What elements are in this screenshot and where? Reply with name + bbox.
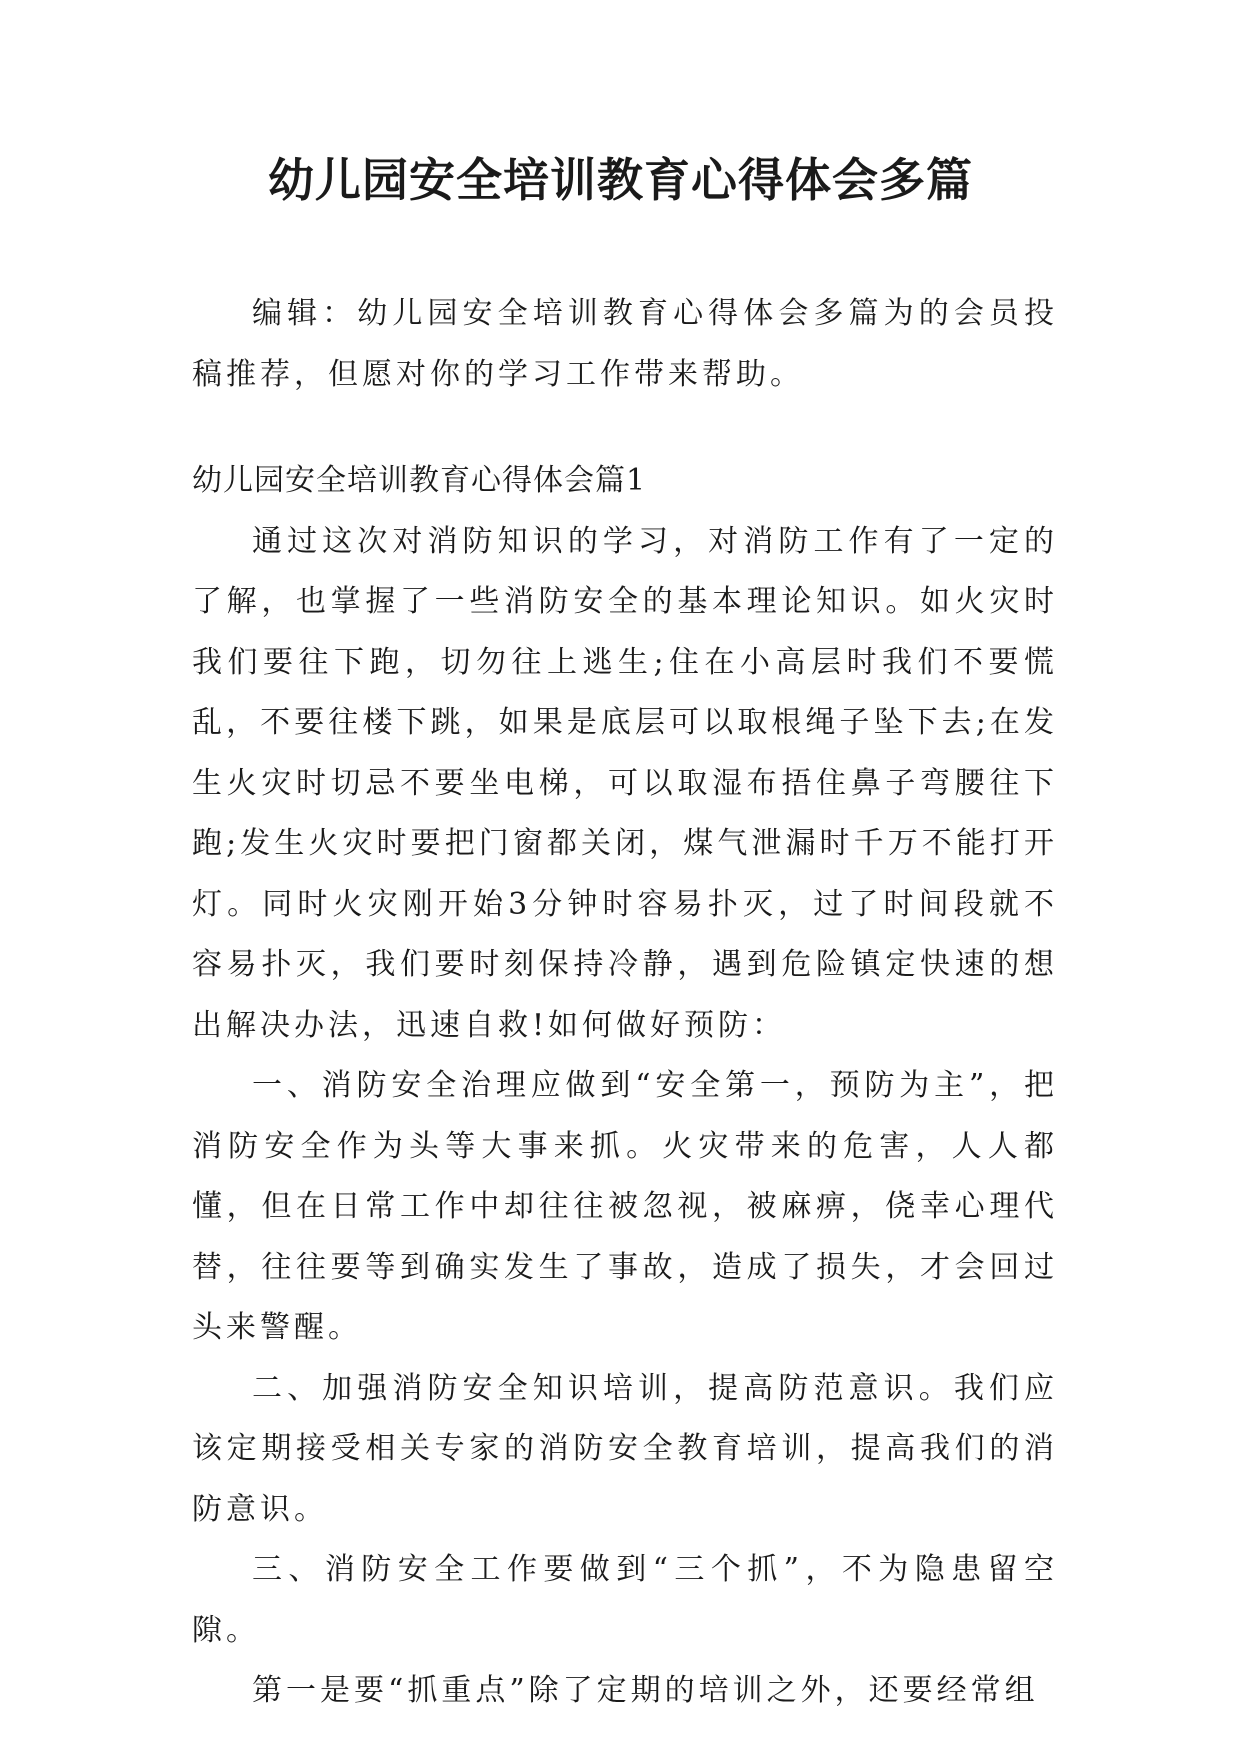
document-body: [192, 284, 1058, 1722]
body-paragraph: 第一是要“抓重点”除了定期的培训之外，还要经常组: [252, 1673, 1039, 1708]
intro-paragraph: 编辑：幼儿园安全培训教育心得体会多篇为的会员投稿推荐，但愿对你的学习工作带来帮助。: [192, 296, 1058, 392]
body-paragraph: 一、消防安全治理应做到“安全第一，预防为主”，把消防安全作为头等大事来抓。火灾带来的危害，人人都懂，但在日常工作中却往往被忽视，被麻痹，侥幸心理代替，往往要等到确实发生了事故，造成了损失，才会回过头来警醒。: [192, 1068, 1058, 1345]
body-paragraph: 二、加强消防安全知识培训，提高防范意识。我们应该定期接受相关专家的消防安全教育培训，提高我们的消防意识。: [192, 1370, 1058, 1527]
section-heading: 幼儿园安全培训教育心得体会篇1: [192, 463, 647, 498]
body-paragraph: 三、消防安全工作要做到“三个抓”，不为隐患留空隙。: [192, 1552, 1058, 1648]
document-title: 幼儿园安全培训教育心得体会多篇: [268, 153, 973, 207]
body-paragraph: 通过这次对消防知识的学习，对消防工作有了一定的了解，也掌握了一些消防安全的基本理论知识。如火灾时我们要往下跑，切勿往上逃生;住在小高层时我们不要慌乱，不要往楼下跳，如果是底层可以取根绳子坠下去;在发生火灾时切忌不要坐电梯，可以取湿布捂住鼻子弯腰往下跑;发生火灾时要把门窗都关闭，煤气泄漏时千万不能打开灯。同时火灾刚开始3分钟时容易扑灭，过了时间段就不容易扑灭，我们要时刻保持冷静，遇到危险镇定快速的想出解决办法，迅速自救!如何做好预防：: [192, 523, 1058, 1043]
